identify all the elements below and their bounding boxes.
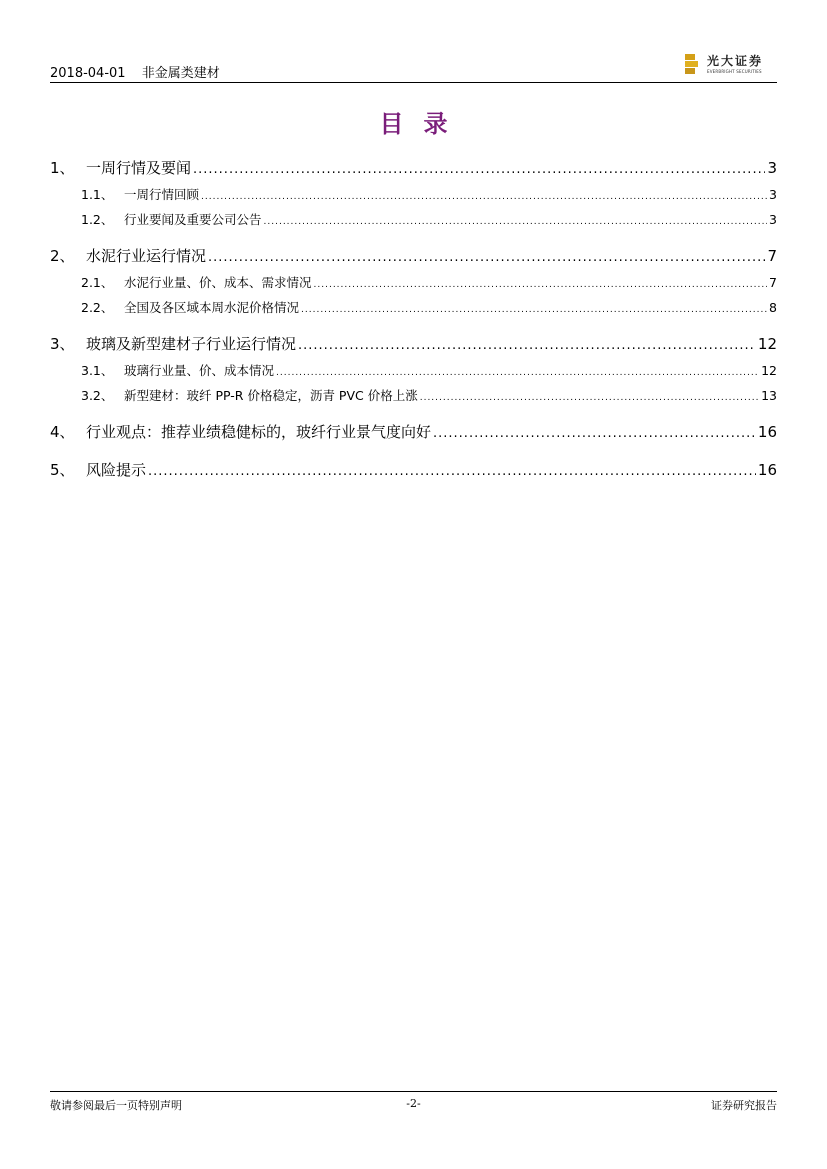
toc-page-number: 12 [757,335,777,353]
toc-subsection-entry[interactable] [50,182,777,207]
toc-subsection-entry[interactable] [50,383,777,408]
toc-entry-number: 2.1、 [81,275,114,290]
toc-page-number: 13 [761,388,777,403]
toc-spacer [50,446,777,457]
toc-entry-title: 一周行情回顾 [124,187,200,202]
toc-entry-number: 2、 [50,247,75,265]
header-info [50,62,232,81]
toc-dot-leader [148,457,756,485]
toc-subsection-entry[interactable] [50,295,777,320]
toc-dot-leader [208,243,765,271]
table-of-contents [50,155,777,484]
page-footer [50,1091,777,1112]
toc-entry-title: 一周行情及要闻 [86,159,192,177]
logo-mark-icon [685,54,699,74]
toc-subsection-entry[interactable] [50,358,777,383]
footer-page-number: -2- [406,1097,421,1110]
toc-dot-leader [201,185,767,210]
toc-page-number: 8 [769,300,777,315]
toc-entry-number: 1.2、 [81,212,114,227]
toc-page-number: 12 [761,363,777,378]
toc-section-entry[interactable] [50,419,777,446]
toc-dot-leader [420,386,759,411]
toc-page-number: 7 [767,247,777,265]
toc-entry-number: 1、 [50,159,75,177]
toc-section-entry[interactable] [50,243,777,270]
toc-heading: 目录 [379,110,468,138]
toc-entry-number: 3.2、 [81,388,114,403]
footer-report-type: 证券研究报告 [711,1099,777,1112]
toc-entry-title: 全国及各区域本周水泥价格情况 [124,300,300,315]
toc-dot-leader [264,210,768,235]
toc-page-number: 16 [757,461,777,479]
toc-entry-number: 4、 [50,423,75,441]
toc-entry-number: 3、 [50,335,75,353]
toc-section-entry[interactable] [50,331,777,358]
page-header [50,56,777,83]
toc-section-entry[interactable] [50,457,777,484]
toc-entry-title: 行业观点：推荐业绩稳健标的，玻纤行业景气度向好 [86,423,432,441]
report-date: 2018-04-01 [50,66,126,81]
toc-page-number: 3 [767,159,777,177]
toc-dot-leader [433,419,756,447]
toc-entry-number: 1.1、 [81,187,114,202]
toc-entry-title: 新型建材：玻纤 PP-R 价格稳定，沥青 PVC 价格上涨 [124,388,418,403]
toc-dot-leader [298,331,756,359]
logo-english-text: EVERBRIGHT SECURITIES [707,69,762,74]
toc-dot-leader [314,273,768,298]
toc-entry-number: 2.2、 [81,300,114,315]
toc-entry-number: 3.1、 [81,363,114,378]
toc-subsection-entry[interactable] [50,270,777,295]
toc-page-number: 3 [769,187,777,202]
toc-entry-title: 玻璃及新型建材子行业运行情况 [86,335,297,353]
toc-subsection-entry[interactable] [50,207,777,232]
toc-entry-title: 玻璃行业量、价、成本情况 [124,363,275,378]
toc-entry-number: 5、 [50,461,75,479]
toc-page-number: 7 [769,275,777,290]
toc-entry-title: 风险提示 [86,461,147,479]
toc-entry-title: 行业要闻及重要公司公告 [124,212,262,227]
sector-name: 非金属类建材 [141,66,220,81]
footer-disclaimer: 敬请参阅最后一页特别声明 [50,1099,182,1112]
toc-section-entry[interactable] [50,155,777,182]
toc-dot-leader [193,155,765,183]
company-logo [685,52,777,80]
toc-entry-title: 水泥行业运行情况 [86,247,207,265]
toc-entry-title: 水泥行业量、价、成本、需求情况 [124,275,312,290]
toc-dot-leader [301,298,767,323]
logo-chinese-text: 光大证券 [707,54,764,68]
toc-page-number: 16 [757,423,777,441]
toc-page-number: 3 [769,212,777,227]
